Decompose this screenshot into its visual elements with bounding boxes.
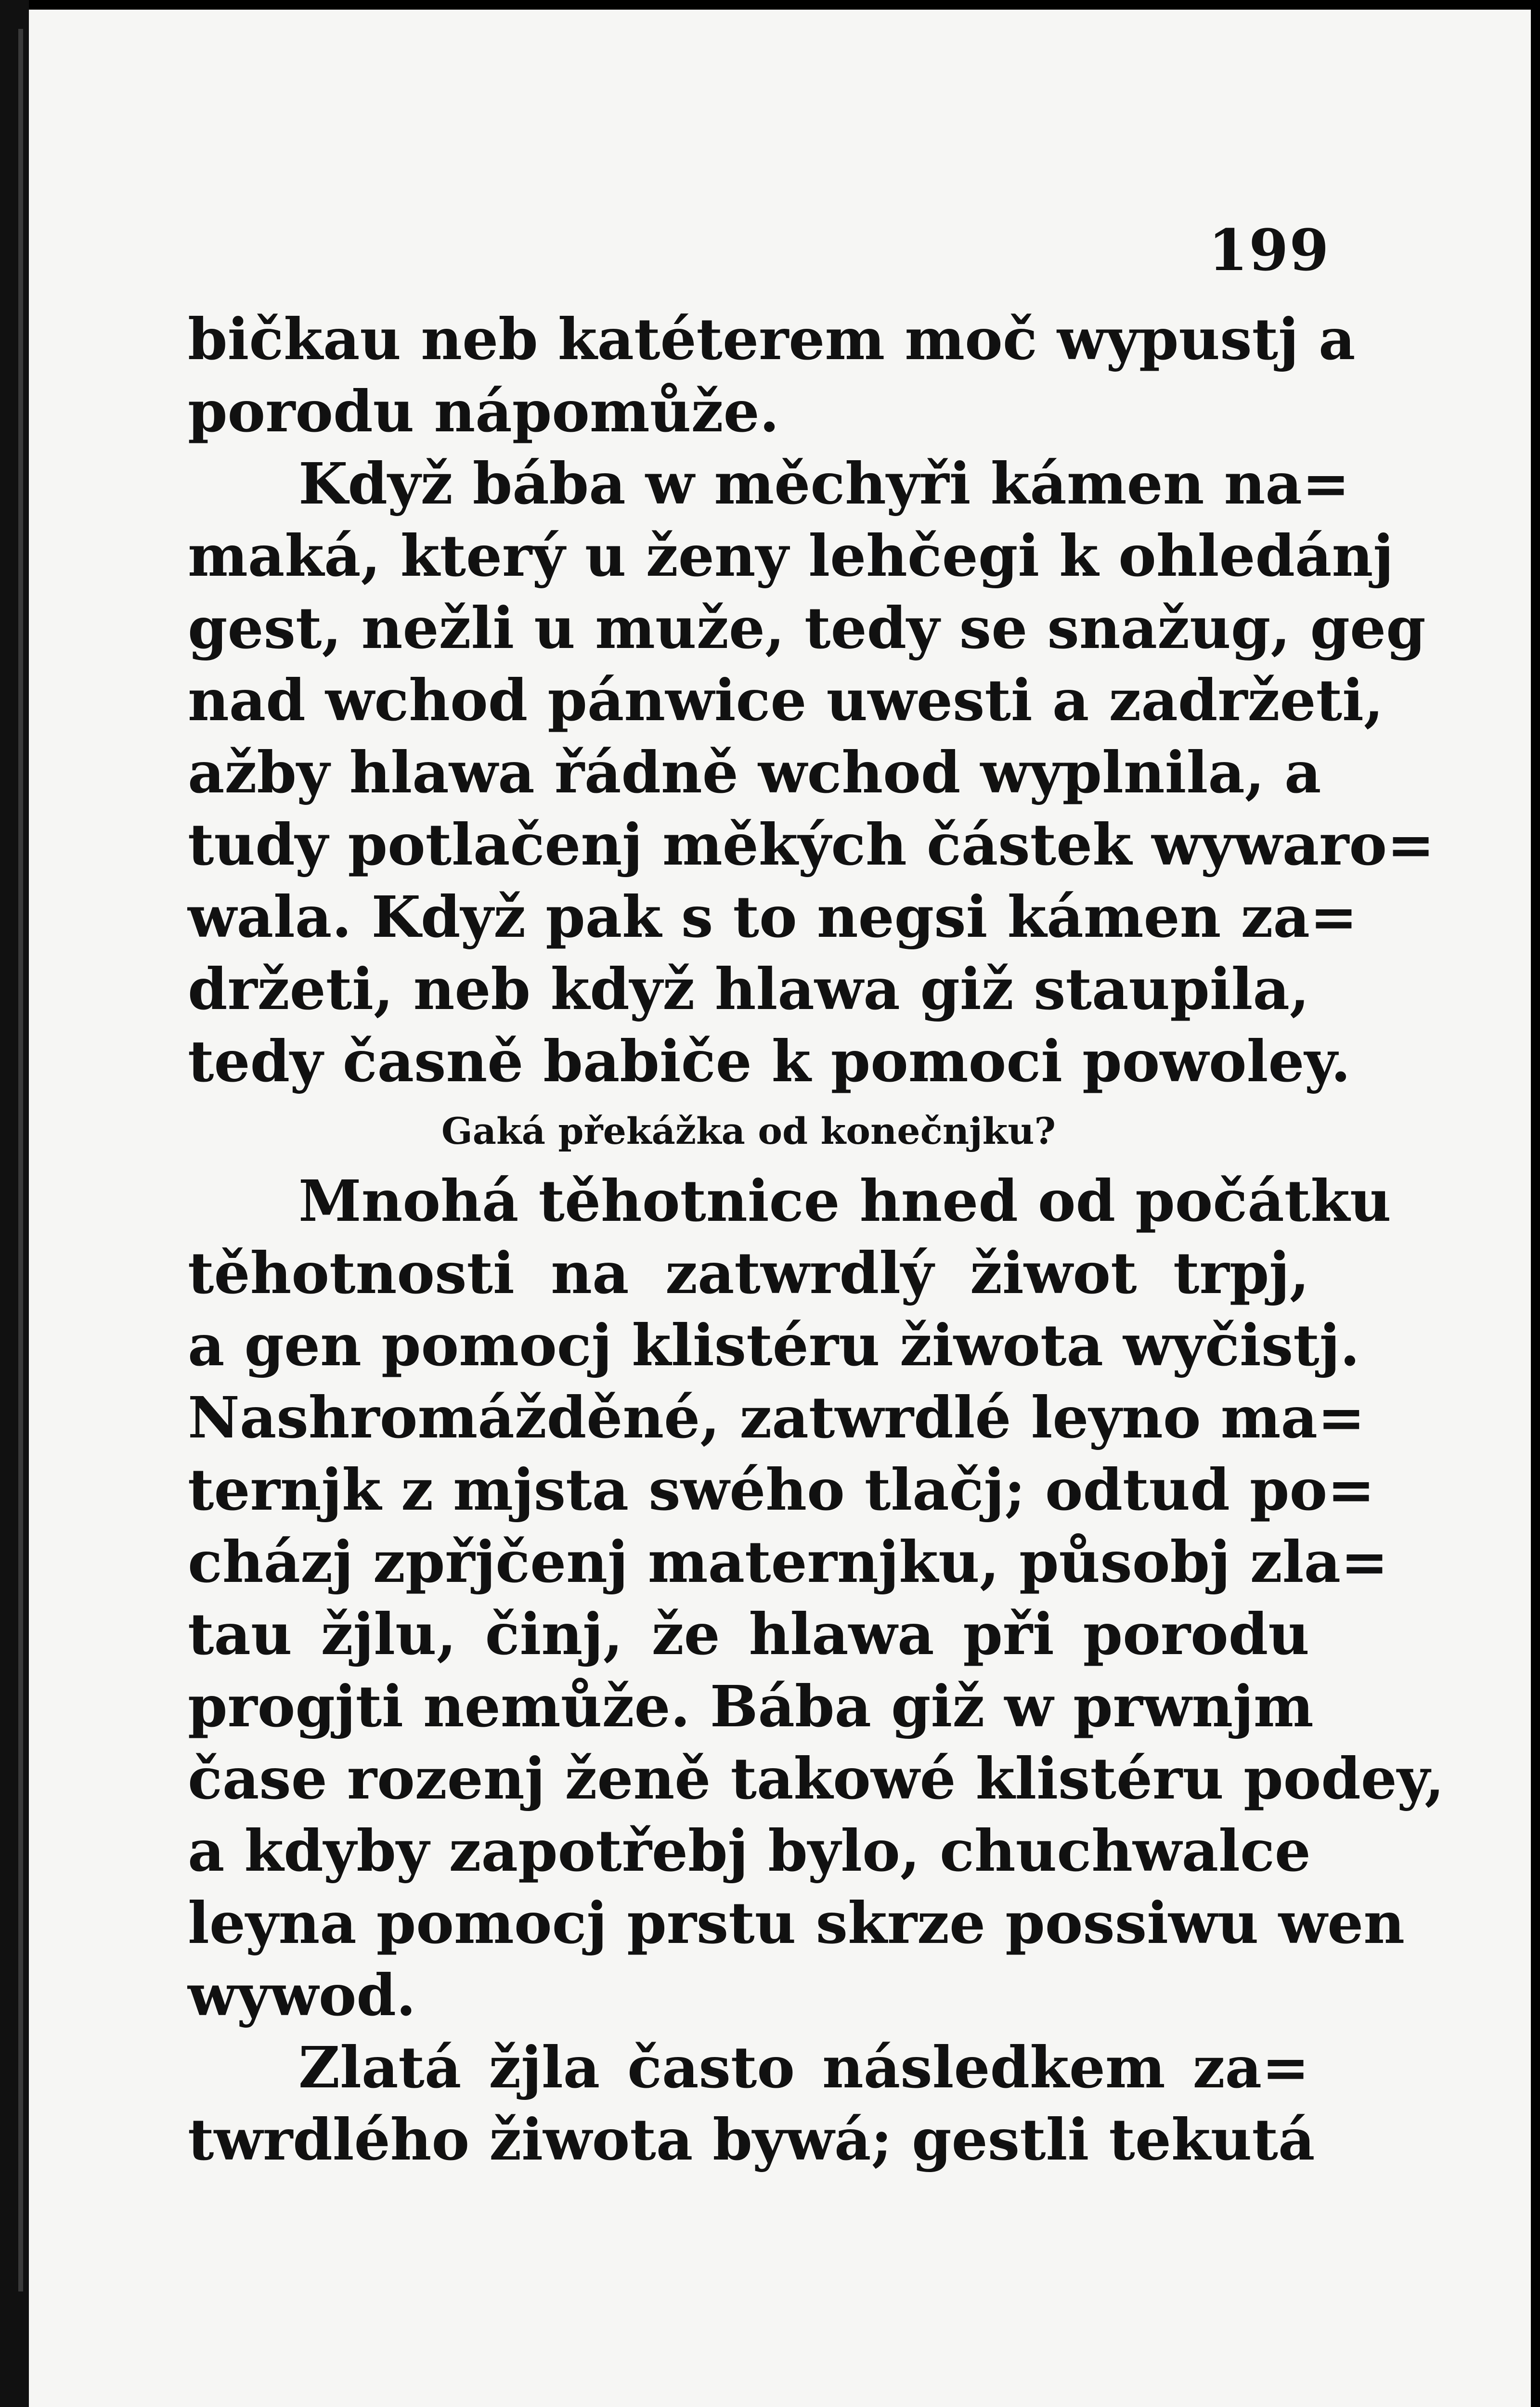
text-line: a kdyby zapotřebj bylo, chuchwalce	[188, 1817, 1311, 1884]
text-line: progjti nemůže. Bába giž w prwnjm	[188, 1673, 1314, 1740]
text-line: maká, který u ženy lehčegi k ohledánj	[188, 522, 1394, 589]
text-line: leyna pomocj prstu skrze possiwu wen	[188, 1889, 1405, 1956]
text-line: gest, nežli u muže, tedy se snažug, geg	[188, 595, 1426, 661]
text-line: tudy potlačenj měkých částek wywaro=	[188, 811, 1435, 878]
text-line: twrdlého žiwota bywá; gestli tekutá	[188, 2106, 1315, 2173]
text-line: ažby hlawa řádně wchod wyplnila, a	[188, 739, 1321, 806]
text-line: bičkau neb katéterem moč wypustj a	[188, 306, 1356, 373]
text-line: tau žjlu, činj, že hlawa při porodu	[188, 1601, 1309, 1668]
text-line: těhotnosti na zatwrdlý žiwot trpj,	[188, 1240, 1309, 1307]
text-line: držeti, neb když hlawa giž staupila,	[188, 956, 1309, 1022]
text-line: cházj zpřjčenj maternjku, působj zla=	[188, 1528, 1388, 1595]
book-binding-edge	[0, 0, 29, 2407]
text-line: čase rozenj ženě takowé klistéru podey,	[188, 1745, 1445, 1812]
text-line: tedy časně babiče k pomoci powoley.	[188, 1028, 1351, 1095]
text-line: Mnohá těhotnice hned od počátku	[298, 1167, 1391, 1234]
text-line: Nashromážděné, zatwrdlé leyno ma=	[188, 1384, 1365, 1451]
body-text	[188, 303, 1445, 2176]
text-line: nad wchod pánwice uwesti a zadržeti,	[188, 667, 1384, 734]
text-line: wywod.	[188, 1962, 416, 2029]
page-number: 199	[1208, 217, 1330, 284]
book-page	[29, 10, 1531, 2407]
text-line: a gen pomocj klistéru žiwota wyčistj.	[188, 1312, 1360, 1379]
text-line: wala. Když pak s to negsi kámen za=	[188, 883, 1358, 950]
text-line: porodu nápomůže.	[188, 378, 779, 445]
section-heading: Gaká překážka od konečnjku?	[441, 1110, 1056, 1152]
text-line: Když bába w měchyři kámen na=	[298, 450, 1350, 517]
text-line: Zlatá žjla často následkem za=	[298, 2034, 1309, 2101]
text-line: ternjk z mjsta swého tlačj; odtud po=	[188, 1456, 1375, 1523]
binding-line	[18, 29, 23, 2291]
